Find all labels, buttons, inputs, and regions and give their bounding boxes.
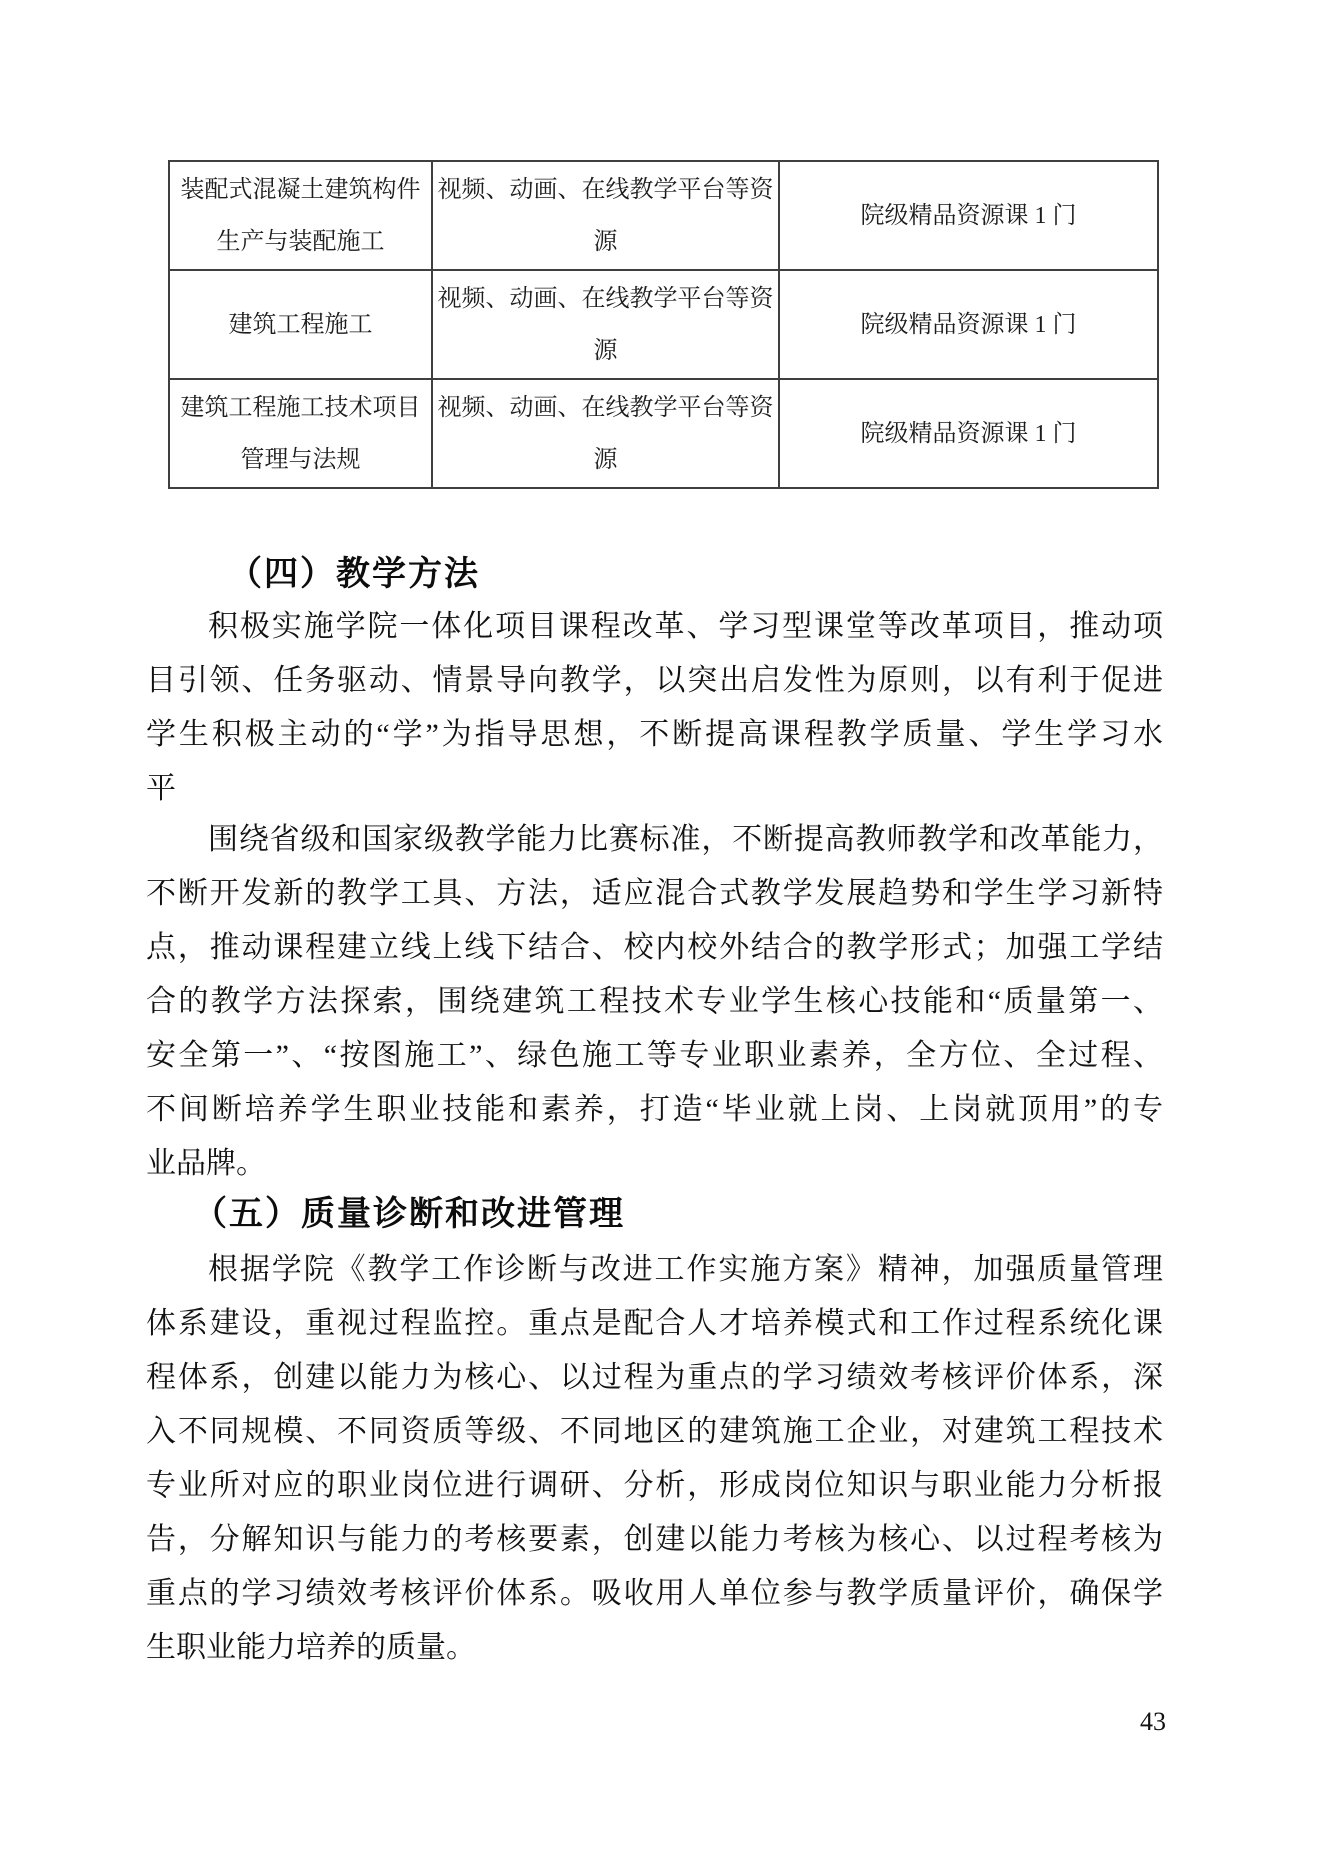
course-name-line: 建筑工程施工 xyxy=(228,311,373,338)
paragraph-line: 目引领、任务驱动、情景导向教学，以突出启发性为原则，以有利于促进 xyxy=(146,664,1163,697)
resource-line: 视频、动画、在线教学平台等资 xyxy=(437,394,774,421)
course-name-line: 管理与法规 xyxy=(240,446,361,473)
table-cell-course xyxy=(169,379,432,488)
page-number: 43 xyxy=(1140,1707,1166,1736)
table-row xyxy=(169,161,1158,270)
paragraph-line: 不间断培养学生职业技能和素养，打造“毕业就上岗、上岗就顶用”的专 xyxy=(146,1093,1163,1126)
achievement-text: 院级精品资源课 1 门 xyxy=(860,420,1077,447)
paragraph-line: 平 xyxy=(146,772,176,805)
resource-line: 视频、动画、在线教学平台等资 xyxy=(437,285,774,312)
paragraph-line: 根据学院《教学工作诊断与改进工作实施方案》精神，加强质量管理 xyxy=(208,1253,1163,1286)
paragraph-line: 专业所对应的职业岗位进行调研、分析，形成岗位知识与职业能力分析报 xyxy=(146,1469,1163,1502)
paragraph xyxy=(146,600,1163,816)
table-cell-resources xyxy=(432,379,779,488)
course-name-line: 建筑工程施工技术项目 xyxy=(180,394,421,421)
resource-line: 视频、动画、在线教学平台等资 xyxy=(437,176,774,203)
section-heading-quality-diagnosis: （五）质量诊断和改进管理 xyxy=(193,1196,625,1233)
resource-line: 源 xyxy=(593,446,618,473)
course-name-line: 装配式混凝土建筑构件 xyxy=(180,176,421,203)
paragraph-line: 业品牌。 xyxy=(146,1147,266,1180)
achievement-text: 院级精品资源课 1 门 xyxy=(860,202,1077,229)
paragraph-line: 积极实施学院一体化项目课程改革、学习型课堂等改革项目，推动项 xyxy=(208,610,1163,643)
table-row xyxy=(169,270,1158,379)
section-heading-teaching-methods: （四）教学方法 xyxy=(228,556,480,593)
paragraph-line: 围绕省级和国家级教学能力比赛标准，不断提高教师教学和改革能力， xyxy=(208,823,1163,856)
course-name-line: 生产与装配施工 xyxy=(216,228,385,255)
paragraph-line: 合的教学方法探索，围绕建筑工程技术专业学生核心技能和“质量第一、 xyxy=(146,985,1163,1018)
paragraph-line: 点，推动课程建立线上线下结合、校内校外结合的教学形式；加强工学结 xyxy=(146,931,1163,964)
paragraph-line: 程体系，创建以能力为核心、以过程为重点的学习绩效考核评价体系，深 xyxy=(146,1361,1163,1394)
paragraph-line: 重点的学习绩效考核评价体系。吸收用人单位参与教学质量评价，确保学 xyxy=(146,1577,1163,1610)
paragraph-line: 安全第一”、“按图施工”、绿色施工等专业职业素养，全方位、全过程、 xyxy=(146,1039,1163,1072)
table-cell-achievement xyxy=(779,379,1158,488)
achievement-text: 院级精品资源课 1 门 xyxy=(860,311,1077,338)
paragraph-line: 告，分解知识与能力的考核要素，创建以能力考核为核心、以过程考核为 xyxy=(146,1523,1163,1556)
table-row xyxy=(169,379,1158,488)
paragraph-line: 生职业能力培养的质量。 xyxy=(146,1631,476,1664)
paragraph-line: 体系建设，重视过程监控。重点是配合人才培养模式和工作过程系统化课 xyxy=(146,1307,1163,1340)
course-resources-table xyxy=(168,160,1159,489)
table-cell-resources xyxy=(432,161,779,270)
paragraph-line: 学生积极主动的“学”为指导思想，不断提高课程教学质量、学生学习水 xyxy=(146,718,1163,751)
table-cell-resources xyxy=(432,270,779,379)
resource-line: 源 xyxy=(593,337,618,364)
paragraph xyxy=(146,813,1163,1191)
paragraph xyxy=(146,1243,1163,1675)
resource-line: 源 xyxy=(593,228,618,255)
table-cell-course xyxy=(169,161,432,270)
table-cell-course xyxy=(169,270,432,379)
table-cell-achievement xyxy=(779,161,1158,270)
paragraph-line: 入不同规模、不同资质等级、不同地区的建筑施工企业，对建筑工程技术 xyxy=(146,1415,1163,1448)
paragraph-line: 不断开发新的教学工具、方法，适应混合式教学发展趋势和学生学习新特 xyxy=(146,877,1163,910)
table-cell-achievement xyxy=(779,270,1158,379)
